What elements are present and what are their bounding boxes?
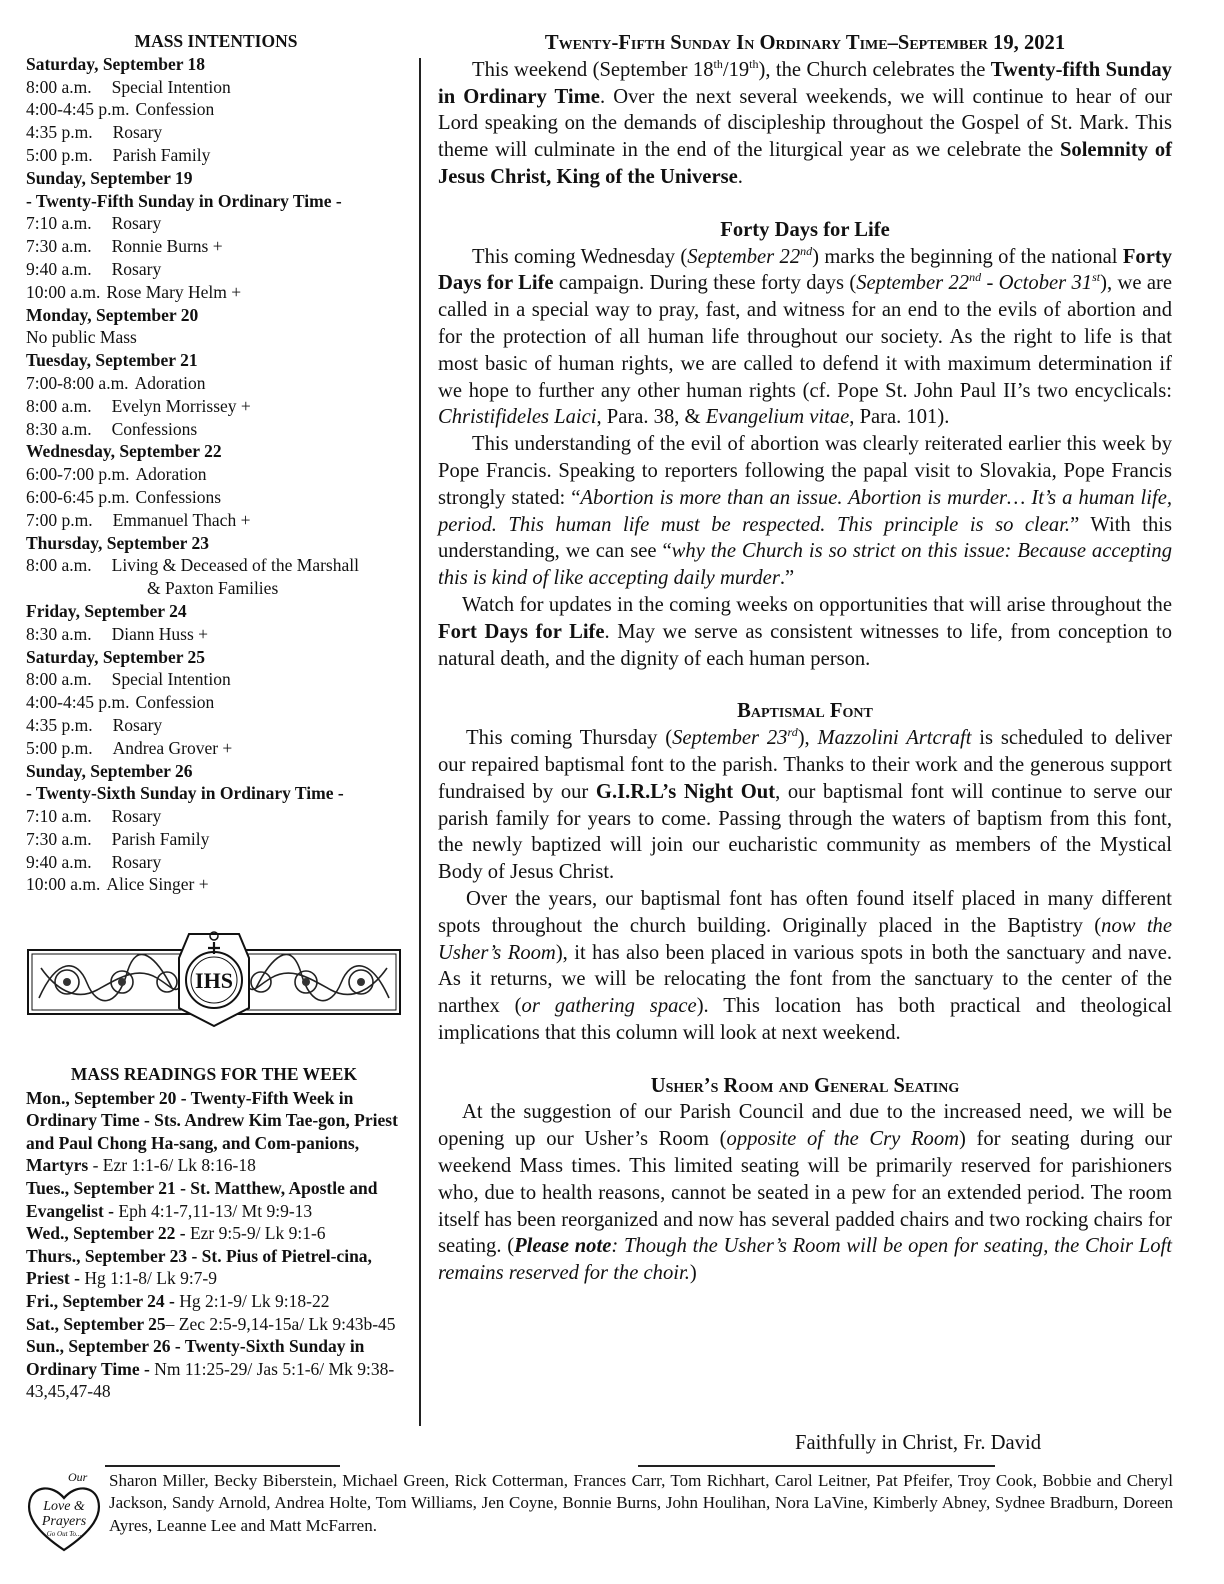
intention-time: 8:30 a.m. — [26, 623, 92, 644]
intention-name: Adoration — [134, 372, 206, 393]
intention-row — [26, 418, 406, 441]
day-heading: Tuesday, September 21 — [26, 350, 198, 371]
mass-intentions-list — [26, 53, 406, 896]
intention-row — [26, 372, 406, 395]
intention-time: 7:30 a.m. — [26, 828, 92, 849]
reading-entry — [26, 1177, 402, 1222]
reading-day: Mon., September 20 - Twenty-Fifth Week in Ordinary Time - Sts. Andrew Kim Tae-gon, Priest and Paul Chong Ha-sang, and Com-panions, Martyrs — [26, 1087, 398, 1176]
intention-name: Confession — [135, 692, 215, 713]
baptismal-font-paragraph-1: This coming Thursday (September 23rd), Mazzolini Artcraft is scheduled to deliver our repaired baptismal font to the parish. Thanks to their work and the generous support fundraised by our G.I.R.L’s Night Out, our baptismal font will continue to serve our parish family for years to come. Passing through the waters of baptism from this font, the newly baptized will join our eucharistic community as members of the Mystical Body of Jesus Christ. — [438, 725, 1172, 884]
intention-name: Rosary — [112, 714, 163, 735]
intention-row — [26, 623, 406, 646]
intention-row — [26, 98, 406, 121]
intention-name: Confession — [135, 99, 215, 120]
intention-row — [26, 805, 406, 828]
reading-day: Sun., September 26 - Twenty-Sixth Sunday in Ordinary Time - — [26, 1336, 365, 1379]
mass-intentions-title: MASS INTENTIONS — [134, 31, 298, 51]
mass-readings-title: MASS READINGS FOR THE WEEK — [70, 1064, 358, 1084]
intention-time: 8:00 a.m. — [26, 395, 92, 416]
intention-row — [26, 121, 406, 144]
intention-time: 9:40 a.m. — [26, 258, 92, 279]
intention-row — [26, 486, 406, 509]
column-divider — [419, 58, 421, 1426]
article-title: Twenty-Fifth Sunday In Ordinary Time–September 19, 2021 — [544, 32, 1066, 54]
intention-time: 10:00 a.m. — [26, 874, 101, 895]
intention-row — [26, 509, 406, 532]
reading-citations: Nm 11:25-29/ Jas 5:1-6/ Mk 9:38-43,45,47-48 — [26, 1358, 395, 1402]
intention-name: Rosary — [111, 258, 162, 279]
intention-name: Rosary — [111, 806, 162, 827]
intro-paragraph: This weekend (September 18th/19th), the Church celebrates the Twenty-fifth Sunday in Ordinary Time. Over the next several weekends, we will continue to hear of our Lord speaking on the demands of discipleship throughout the Gospel of St. Mark. This theme will culminate in the end of the liturgical year as we celebrate the Solemnity of Jesus Christ, King of the Universe. — [438, 56, 1172, 188]
day-heading: Thursday, September 23 — [26, 532, 209, 553]
intention-row — [26, 714, 406, 737]
intention-time: 8:30 a.m. — [26, 418, 92, 439]
reading-citations: Ezr 9:5-9/ Lk 9:1-6 — [185, 1223, 326, 1244]
intention-name: Rosary — [111, 213, 162, 234]
mass-intentions — [26, 30, 406, 896]
svg-text:Love &: Love & — [43, 1499, 85, 1514]
intention-name: Rosary — [112, 122, 163, 143]
intention-row — [26, 737, 406, 760]
reading-citations: - Ezr 1:1-6/ Lk 8:16-18 — [88, 1155, 256, 1176]
intention-name: Confessions — [111, 418, 198, 439]
baptismal-font-paragraph-2: Over the years, our baptismal font has often found itself placed in many different spots throughout the church building. Originally placed in the Baptistry (now the Usher’s Room), it has also been placed in various spots in both the sanctuary and nave. As it returns, we will be relocating the font from the sanctuary to the center of the narthex (or gathering space). This location has both practical and theological implications that this column will look at next weekend. — [438, 887, 1172, 1044]
intention-row — [26, 851, 406, 874]
usher-room-paragraph: At the suggestion of our Parish Council and due to the increased need, we will be opening up our Usher’s Room (opposite of the Cry Room) for seating during our weekend Mass times. This limited seating will be primarily reserved for parishioners who, due to health reasons, cannot be seated in a pew for an extended period. The room itself has been reorganized and now has several padded chairs and two rocking chairs for seating. (Please note: Though the Usher’s Room will be open for seating, the Choir Loft remains reserved for the choir.) — [438, 1101, 1173, 1285]
day-subheading: - Twenty-Fifth Sunday in Ordinary Time - — [26, 190, 342, 211]
baptismal-font-heading: Baptismal Font — [737, 700, 873, 723]
intention-row — [26, 395, 406, 418]
day-heading: Friday, September 24 — [26, 600, 187, 621]
intention-row — [26, 235, 406, 258]
intention-time: 5:00 p.m. — [26, 144, 93, 165]
intention-row — [26, 144, 406, 167]
day-heading: Saturday, September 25 — [26, 646, 206, 667]
ihs-monogram: IHS — [195, 968, 233, 993]
day-heading: Sunday, September 26 — [26, 760, 193, 781]
forty-days-paragraph-1: This coming Wednesday (September 22nd) marks the beginning of the national Forty Days for Life campaign. During these forty days (September 22nd - October 31st), we are called in a special way to pray, fast, and witness for an end to the evils of abortion and for the protection of all human life throughout our society. As the right to life is that most basic of human rights, we are called to defend it with maximum determination if we hope to further any other human rights (cf. Pope St. John Paul II’s two encyclicals: Christifideles Laici, Para. 38, & Evangelium vitae, Para. 101). — [438, 243, 1172, 429]
forty-days-paragraph-2: This understanding of the evil of abortion was clearly reiterated earlier this week by Pope Francis. Speaking to reporters following the papal visit to Slovakia, Pope Francis strongly stated: “Abortion is more than an issue. Abortion is murder… It’s a human life, period. This human life must be respected. This principle is so clear.” With this understanding, we can see “why the Church is so strict on this issue: Because accepting this is kind of like accepting daily murder.” — [438, 433, 1172, 590]
intention-name: Confessions — [135, 486, 222, 507]
day-subheading: - Twenty-Sixth Sunday in Ordinary Time - — [26, 783, 344, 804]
intention-time: 7:10 a.m. — [26, 806, 92, 827]
intention-name: Parish Family — [112, 144, 211, 165]
intention-name: Andrea Grover + — [112, 737, 233, 758]
pastor-column — [438, 30, 1172, 1287]
reading-entry — [26, 1335, 402, 1403]
intention-time: 6:00-7:00 p.m. — [26, 464, 130, 485]
intention-name: Rosary — [111, 851, 162, 872]
intention-row — [26, 668, 406, 691]
reading-entry — [26, 1087, 402, 1177]
intention-row — [26, 76, 406, 99]
mass-readings — [26, 1063, 402, 1403]
intention-time: 6:00-6:45 p.m. — [26, 486, 130, 507]
intention-time: 4:35 p.m. — [26, 122, 93, 143]
intention-time: 7:00-8:00 a.m. — [26, 372, 129, 393]
reading-day: Sat., September 25 — [26, 1313, 166, 1334]
intention-row — [26, 212, 406, 235]
footer-rule-left — [105, 1465, 340, 1467]
reading-entry — [26, 1245, 402, 1290]
intention-time: 8:00 a.m. — [26, 669, 92, 690]
intention-time: 8:00 a.m. — [26, 76, 92, 97]
ihs-ornament-banner — [27, 928, 401, 1028]
intention-name: Alice Singer + — [106, 874, 209, 895]
intention-name: Parish Family — [111, 828, 210, 849]
intention-name: Emmanuel Thach + — [112, 509, 251, 530]
forty-days-heading: Forty Days for Life — [720, 218, 890, 241]
intention-row — [26, 828, 406, 851]
intention-name: Ronnie Burns + — [111, 236, 223, 257]
intention-name: & Paxton Families — [147, 578, 279, 599]
intention-time: 5:00 p.m. — [26, 737, 93, 758]
intention-row — [26, 463, 406, 486]
intention-time: 4:00-4:45 p.m. — [26, 99, 130, 120]
intention-name: Special Intention — [111, 76, 231, 97]
svg-text:Prayers: Prayers — [41, 1514, 87, 1529]
intention-name: Diann Huss + — [111, 623, 209, 644]
day-heading: Wednesday, September 22 — [26, 441, 222, 462]
reading-entry — [26, 1313, 402, 1336]
intention-name: Rose Mary Helm + — [106, 281, 242, 302]
intention-time: 8:00 a.m. — [26, 555, 92, 576]
reading-citations: Eph 4:1-7,11-13/ Mt 9:9-13 — [114, 1200, 313, 1221]
signoff: Faithfully in Christ, Fr. David — [795, 1432, 1041, 1454]
intention-name: Evelyn Morrissey + — [111, 395, 251, 416]
intention-row — [26, 691, 406, 714]
svg-text:Go Out To...: Go Out To... — [46, 1530, 82, 1538]
intention-row — [26, 326, 406, 349]
reading-day: Fri., September 24 - — [26, 1290, 175, 1311]
day-heading: Sunday, September 19 — [26, 167, 193, 188]
intention-name: Living & Deceased of the Marshall — [111, 555, 359, 576]
reading-citations: – Zec 2:5-9,14-15a/ Lk 9:43b-45 — [165, 1313, 396, 1334]
reading-entry — [26, 1222, 402, 1245]
mass-readings-list — [26, 1087, 402, 1403]
forty-days-paragraph-3: Watch for updates in the coming weeks on opportunities that will arise throughout the Fort Days for Life. May we serve as consistent witnesses to life, from conception to natural death, and the dignity of each human person. — [438, 593, 1172, 670]
intention-time: 4:35 p.m. — [26, 714, 93, 735]
reading-citations: Hg 2:1-9/ Lk 9:18-22 — [174, 1290, 330, 1311]
footer-rule-right — [638, 1465, 995, 1467]
intention-row — [26, 554, 406, 577]
intention-row — [26, 281, 406, 304]
prayer-list-names: Sharon Miller, Becky Biberstein, Michael Green, Rick Cotterman, Frances Carr, Tom Richhart, Carol Leitner, Pat Pfeifer, Troy Cook, Bobbie and Cheryl Jackson, Sandy Arnold, Andrea Holte, Tom Williams, Jen Coyne, Bonnie Burns, John Houlihan, Nora LaVine, Kimberly Abney, Sydnee Bradburn, Doreen Ayres, Leanne Lee and Matt McFarren. — [109, 1471, 1173, 1535]
day-heading: Monday, September 20 — [26, 304, 199, 325]
intention-time: 9:40 a.m. — [26, 851, 92, 872]
reading-day: Wed., September 22 - — [26, 1223, 186, 1244]
intention-time: 10:00 a.m. — [26, 281, 101, 302]
reading-citations: Hg 1:1-8/ Lk 9:7-9 — [79, 1268, 218, 1289]
reading-entry — [26, 1290, 402, 1313]
svg-text:Our: Our — [68, 1470, 88, 1484]
intention-row — [26, 873, 406, 896]
day-heading: Saturday, September 18 — [26, 53, 206, 74]
intention-time: 7:30 a.m. — [26, 236, 92, 257]
intention-time: No public Mass — [26, 327, 137, 348]
intention-name: Adoration — [135, 464, 207, 485]
intention-time: 7:10 a.m. — [26, 213, 92, 234]
intention-name: Special Intention — [111, 669, 231, 690]
reading-day: Tues., September 21 - St. Matthew, Apostle and Evangelist - — [26, 1177, 378, 1221]
usher-room-heading: Usher’s Room and General Seating — [650, 1074, 960, 1097]
reading-day: Thurs., September 23 - St. Pius of Pietrel-cina, Priest - — [26, 1245, 372, 1289]
intention-row — [26, 258, 406, 281]
intention-row — [26, 577, 406, 600]
intention-time: 4:00-4:45 p.m. — [26, 692, 130, 713]
love-and-prayers-logo — [22, 1470, 106, 1556]
intention-time: 7:00 p.m. — [26, 509, 93, 530]
